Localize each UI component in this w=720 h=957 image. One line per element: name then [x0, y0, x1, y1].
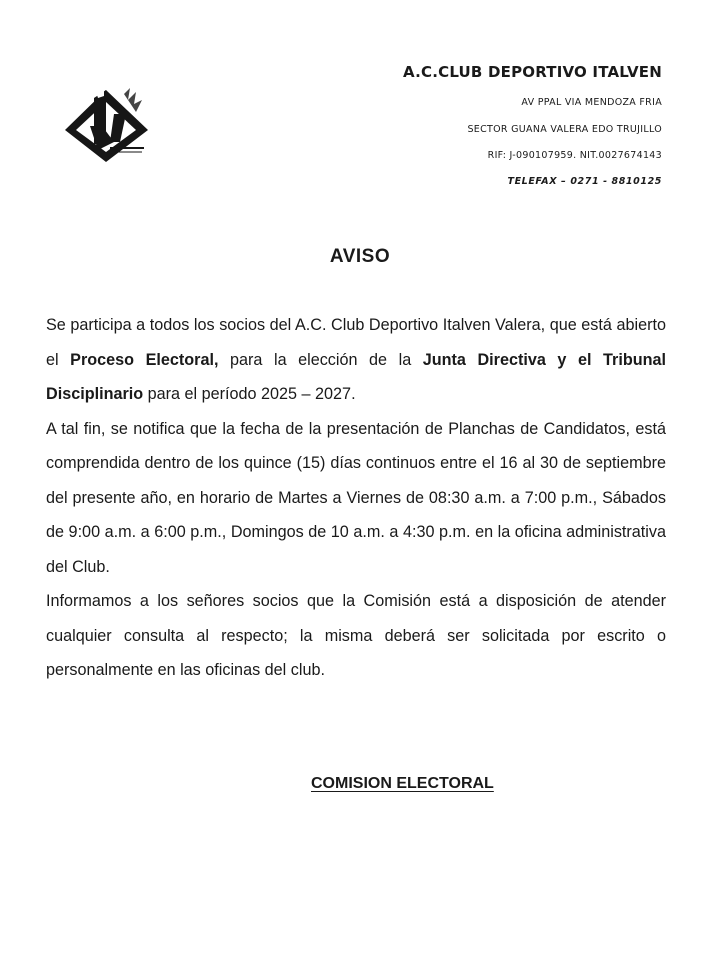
paragraph-1-text-b: para la elección de la: [218, 350, 423, 369]
paragraph-1-text-c: para el período 2025 – 2027.: [143, 385, 356, 403]
club-logo: [62, 86, 152, 166]
address-line-2: SECTOR GUANA VALERA EDO TRUJILLO: [467, 124, 662, 135]
paragraph-2: A tal fin, se notifica que la fecha de la presentación de Planchas de Candidatos, está comprendida dentro de los quince (15) días continuos entre el 16 al 30 de septiembre del presente año, en horario de Martes a Viernes de 08:30 a.m. a 7:00 p.m., Sábados de 9:00 a.m. a 6:00 p.m., Domingos de 10 a.m. a 4:30 p.m. en la oficina administrativa del Club.: [46, 419, 666, 576]
org-name: A.C.CLUB DEPORTIVO ITALVEN: [403, 63, 662, 81]
paragraph-1-bold-b: Junta Directiva y el Tribunal Disciplinario: [46, 350, 666, 403]
address-line-1: AV PPAL VIA MENDOZA FRIA: [521, 97, 662, 108]
notice-body: [46, 308, 666, 688]
notice-title: AVISO: [329, 246, 391, 267]
paragraph-1-text-a: Se participa a todos los socios del A.C. Club Deportivo Italven Valera, que está abierto el: [46, 316, 666, 369]
paragraph-1-bold-a: Proceso Electoral,: [70, 350, 219, 369]
paragraph-3: Informamos a los señores socios que la Comisión está a disposición de atender cualquier consulta al respecto; la misma deberá ser solicitada por escrito o personalmente en las oficinas del club.: [46, 592, 666, 679]
telefax: TELEFAX – 0271 - 8810125: [507, 176, 662, 187]
paragraph-1: [46, 308, 666, 412]
signature: COMISION ELECTORAL: [311, 775, 494, 792]
registration-numbers: RIF: J-090107959. NIT.0027674143: [487, 150, 662, 161]
club-logo-icon: [62, 86, 152, 166]
